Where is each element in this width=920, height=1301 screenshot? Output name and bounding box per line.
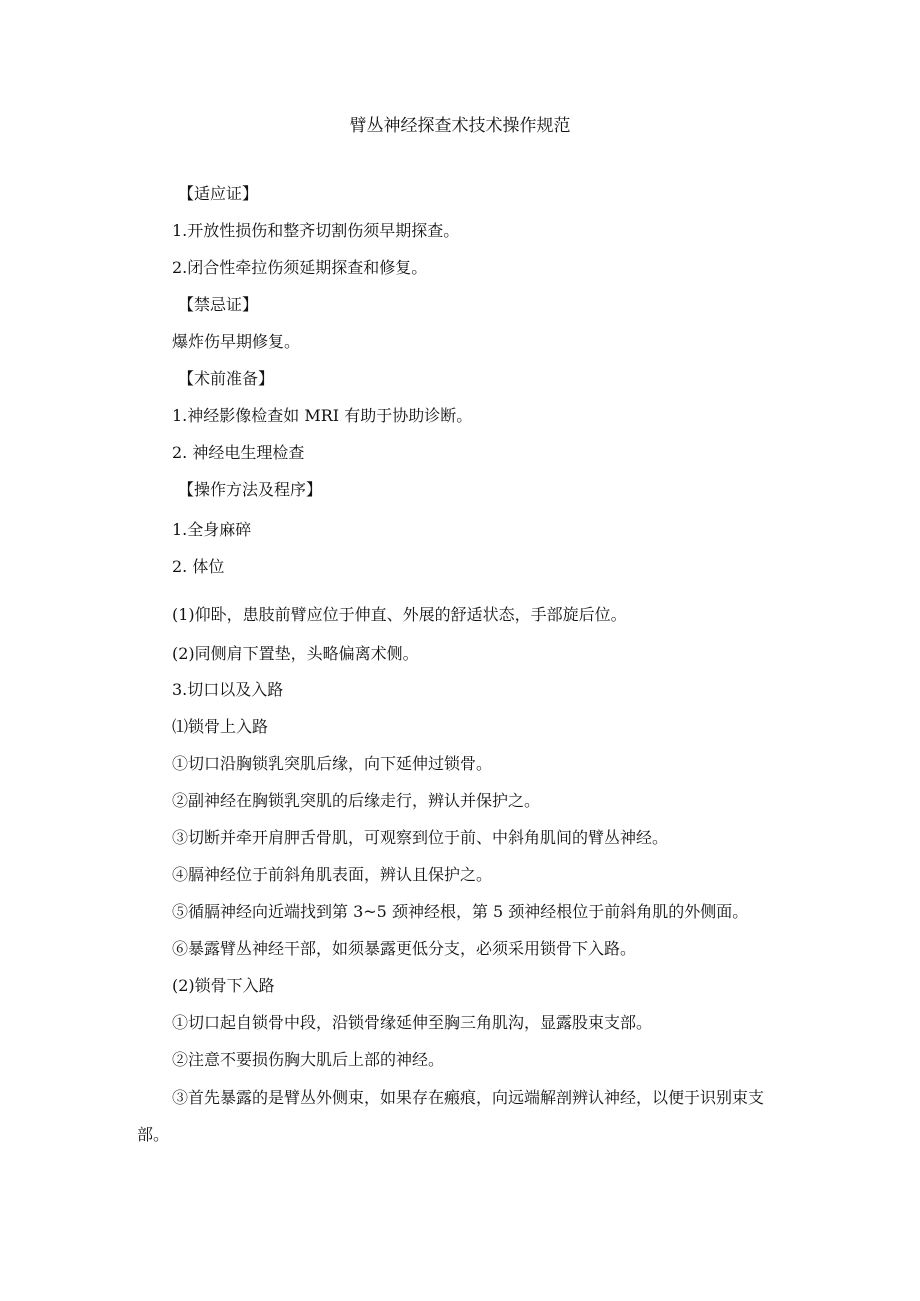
paragraph-line: ⑴锁骨上入路: [172, 717, 269, 736]
paragraph-line: ①切口沿胸锁乳突肌后缘，向下延伸过锁骨。: [172, 754, 493, 773]
paragraph-line: ①切口起自锁骨中段，沿锁骨缘延伸至胸三角肌沟，显露股束支部。: [172, 1013, 653, 1032]
paragraph-line: 爆炸伤早期修复。: [172, 332, 301, 351]
section-heading-preop: 【术前准备】: [178, 369, 275, 388]
paragraph-wrapped: ③首先暴露的是臂丛外侧束，如果存在瘢痕，向远端解剖辨认神经，以便于识别束支部。: [137, 1088, 765, 1144]
paragraph-line: (2)锁骨下入路: [172, 976, 275, 995]
paragraph-line: ⑥暴露臂丛神经干部，如须暴露更低分支，必须采用锁骨下入路。: [172, 939, 637, 958]
section-heading-indications: 【适应证】: [178, 184, 259, 203]
paragraph-line: 2.闭合性牵拉伤须延期探查和修复。: [172, 258, 428, 277]
paragraph-line: ②副神经在胸锁乳突肌的后缘走行，辨认并保护之。: [172, 791, 541, 810]
section-heading-procedure: 【操作方法及程序】: [178, 480, 323, 499]
paragraph-line: ⑤循膈神经向近端找到第 3~5 颈神经根，第 5 颈神经根位于前斜角肌的外侧面。: [172, 902, 749, 921]
paragraph-line: ④膈神经位于前斜角肌表面，辨认且保护之。: [172, 865, 493, 884]
paragraph-line: 2. 体位: [172, 557, 225, 576]
paragraph-line: (2)同侧肩下置垫，头略偏离术侧。: [172, 644, 419, 663]
paragraph-line: ②注意不要损伤胸大肌后上部的神经。: [172, 1050, 445, 1069]
section-heading-contraindications: 【禁忌证】: [178, 295, 259, 314]
paragraph-line: 1.开放性损伤和整齐切割伤须早期探查。: [172, 221, 460, 240]
paragraph-line: 3.切口以及入路: [172, 680, 284, 699]
document-title: 臂丛神经探查术技术操作规范: [349, 116, 571, 136]
paragraph-line: ③切断并牵开肩胛舌骨肌，可观察到位于前、中斜角肌间的臂丛神经。: [172, 828, 669, 847]
paragraph-line: 1.全身麻碎: [172, 520, 252, 539]
paragraph-line: 1.神经影像检查如 MRI 有助于协助诊断。: [172, 406, 473, 425]
paragraph-line: (1)仰卧，患肢前臂应位于伸直、外展的舒适状态，手部旋后位。: [172, 605, 627, 624]
paragraph-line: 2. 神经电生理检查: [172, 443, 305, 462]
